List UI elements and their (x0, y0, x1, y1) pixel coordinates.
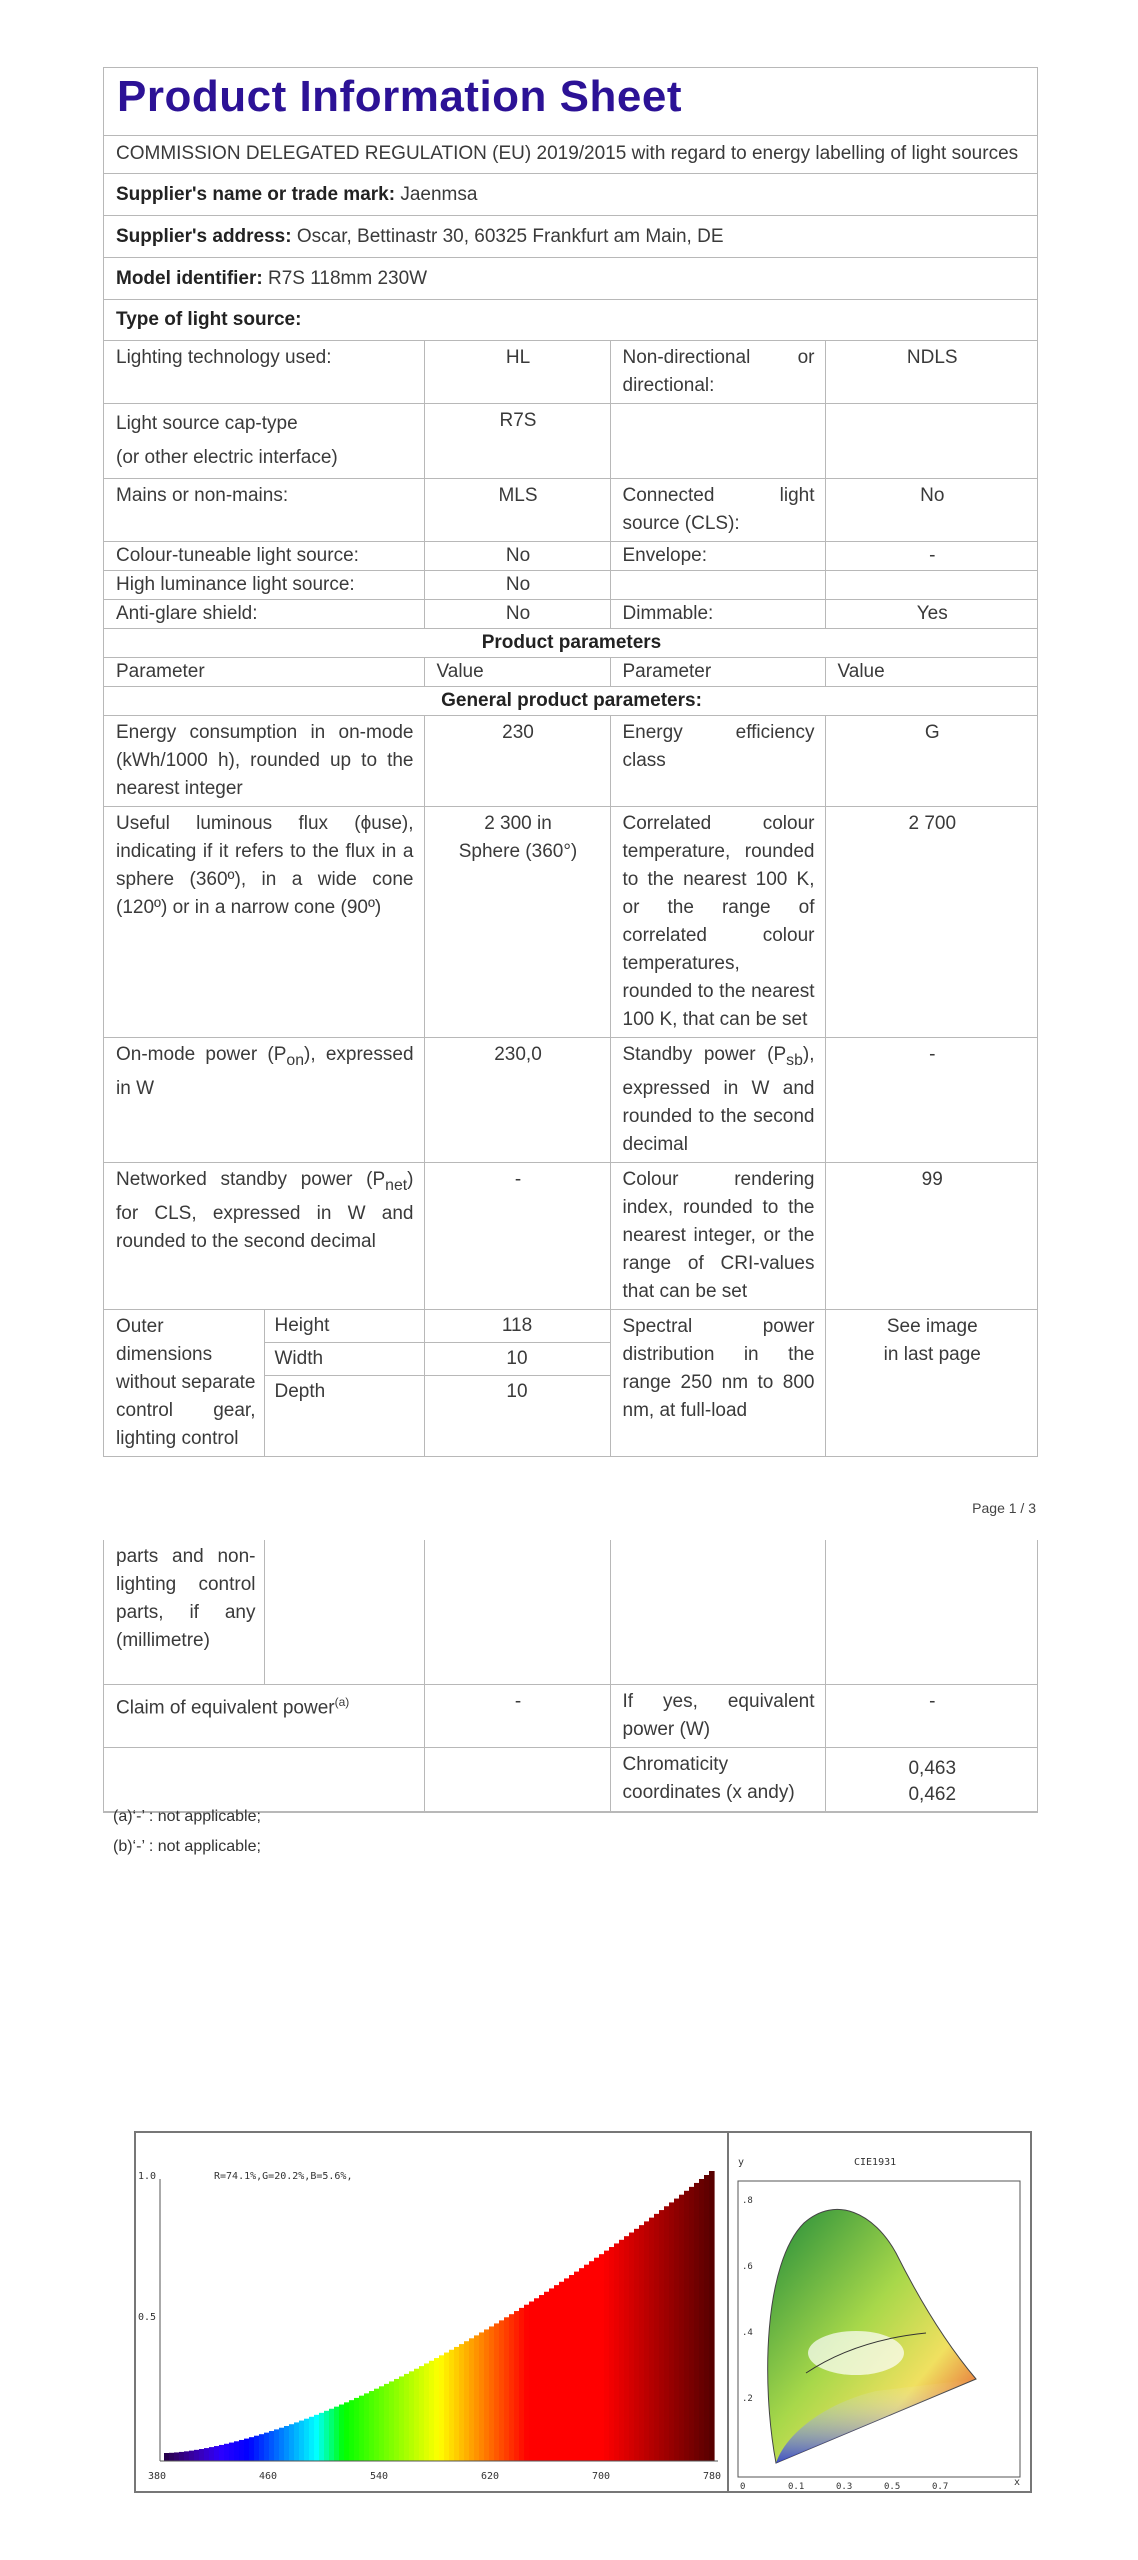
envelope-value: - (825, 542, 1037, 571)
spectrum-bar (629, 2233, 635, 2461)
spectrum-bar (209, 2447, 215, 2461)
x-tick-label: 380 (148, 2471, 167, 2482)
spectrum-bar (199, 2449, 205, 2461)
cie-x-tick: 0.1 (788, 2482, 805, 2491)
if-yes-equivalent-label: If yes, equivalent power (W) (610, 1685, 825, 1748)
energy-class-value: G (825, 716, 1037, 807)
spectrum-bar (344, 2402, 350, 2461)
spectrum-bar (704, 2175, 710, 2461)
spectrum-bar (604, 2251, 610, 2461)
spectrum-bar (184, 2451, 190, 2461)
dimensions-label: Outer dimensions without separate control gear, lighting control (104, 1310, 264, 1456)
spectrum-bar (374, 2389, 380, 2461)
spectrum-bar (234, 2441, 240, 2461)
cie-y-tick: .6 (742, 2262, 753, 2272)
spectrum-bar (689, 2187, 695, 2461)
table-row (104, 571, 1037, 600)
chromaticity-label: Chromaticity coordinates (x andy) (610, 1748, 825, 1812)
text-part: On-mode power (P (116, 1044, 287, 1065)
spectrum-bar (664, 2206, 670, 2461)
type-table (104, 341, 1037, 1456)
high-luminance-label: High luminance light source: (104, 571, 424, 600)
cie-x-label: x (1014, 2477, 1021, 2488)
table-row (104, 716, 1037, 807)
spectrum-bar (419, 2366, 425, 2461)
spectrum-bar (399, 2376, 405, 2461)
subscript: on (286, 1051, 305, 1069)
spectrum-bar (439, 2355, 445, 2461)
dimmable-label: Dimmable: (610, 600, 825, 629)
spectrum-bar (474, 2335, 480, 2461)
spectrum-bar (694, 2183, 700, 2461)
directional-label: Non-directional or directional: (610, 341, 825, 404)
envelope-label: Envelope: (610, 542, 825, 571)
spectrum-bar (634, 2229, 640, 2461)
subscript: net (385, 1176, 408, 1194)
spectrum-bar (574, 2272, 580, 2461)
table-row (104, 600, 1037, 629)
continued-grid (104, 1540, 1037, 1812)
spectrum-bar (624, 2236, 630, 2461)
text-part: Standby power (P (622, 1044, 787, 1065)
if-yes-equivalent-value: - (825, 1685, 1037, 1748)
model-row (104, 258, 1037, 300)
cie-y-label: y (738, 2157, 745, 2168)
anti-glare-value: No (424, 600, 610, 629)
dimmable-value: Yes (825, 600, 1037, 629)
spectrum-bar (519, 2308, 525, 2461)
spectrum-bar (219, 2445, 225, 2461)
empty-cell (825, 1540, 1037, 1685)
cie-y-tick: .2 (742, 2394, 753, 2404)
spectral-distribution-label: Spectral power distribution in the range 250 nm to 800 nm, at full-load (610, 1309, 825, 1456)
table-row (104, 479, 1037, 542)
spectrum-bar (279, 2428, 285, 2461)
empty-label (610, 404, 825, 479)
spectrum-bar (679, 2195, 685, 2461)
spectrum-bar (319, 2413, 325, 2461)
height-label: Height (264, 1310, 424, 1343)
table-row (104, 1309, 1037, 1456)
standby-power-label (610, 1038, 825, 1163)
empty-value (825, 404, 1037, 479)
spectrum-bar (364, 2393, 370, 2461)
empty-value (825, 571, 1037, 600)
spectrum-bar (289, 2424, 295, 2461)
spectrum-bar (499, 2320, 505, 2461)
spectrum-bar (494, 2323, 500, 2461)
spectrum-bar (464, 2341, 470, 2461)
cri-value: 99 (825, 1162, 1037, 1309)
spectrum-bar (644, 2221, 650, 2461)
model-label: Model identifier: (116, 268, 263, 289)
spectrum-bar (559, 2282, 565, 2461)
spectrum-bar (269, 2431, 275, 2461)
spectrum-bar (709, 2171, 715, 2461)
table-row (104, 542, 1037, 571)
supplier-address-value: Oscar, Bettinastr 30, 60325 Frankfurt am Main, DE (296, 226, 724, 247)
table-row (104, 687, 1037, 716)
spectrum-bar (284, 2426, 290, 2461)
chromaticity-y: 0,462 (908, 1784, 957, 1805)
luminous-flux-geometry: Sphere (360°) (458, 841, 578, 862)
superscript: (a) (334, 1695, 350, 1709)
spectrum-bar (699, 2179, 705, 2461)
empty-cell (610, 1540, 825, 1685)
spectrum-bar (409, 2371, 415, 2461)
spectrum-bar (649, 2218, 655, 2461)
dimensions-cell (104, 1309, 424, 1456)
luminous-flux-number: 2 300 in (484, 813, 552, 834)
spectrum-bar (384, 2384, 390, 2461)
page-title: Product Information Sheet (117, 72, 682, 121)
on-mode-power-value: 230,0 (424, 1038, 610, 1163)
spectrum-bar (314, 2415, 320, 2461)
width-label: Width (264, 1342, 424, 1375)
anti-glare-label: Anti-glare shield: (104, 600, 424, 629)
supplier-address-row (104, 216, 1037, 258)
spectrum-bar (299, 2421, 305, 2461)
y-tick-label: 0.5 (138, 2312, 157, 2323)
cap-type-cell (104, 404, 424, 479)
cri-label: Colour rendering index, rounded to the nearest integer, or the range of CRI-values that can be set (610, 1162, 825, 1309)
spectrum-bar (214, 2446, 220, 2461)
spectrum-bar (529, 2302, 535, 2461)
dimensions-values-cell (424, 1309, 610, 1456)
spectrum-bar (449, 2350, 455, 2461)
spectrum-bar (554, 2285, 560, 2461)
chromaticity-x: 0,463 (908, 1758, 957, 1779)
x-tick-label: 540 (370, 2471, 389, 2482)
spectrum-bar (479, 2332, 485, 2461)
x-tick-label: 780 (703, 2471, 722, 2482)
spectrum-bar (684, 2191, 690, 2461)
spectrum-bar (309, 2417, 315, 2461)
table-row (104, 1540, 1037, 1685)
spectrum-bar (429, 2361, 435, 2461)
type-heading: Type of light source: (116, 309, 302, 330)
cie-x-tick: 0.7 (932, 2482, 949, 2491)
networked-standby-label (104, 1162, 424, 1309)
last-page-text: in last page (883, 1343, 981, 1365)
spectrum-bar (469, 2338, 475, 2461)
spectrum-bar (674, 2199, 680, 2461)
energy-class-label: Energy efficiency class (610, 716, 825, 807)
networked-standby-value: - (424, 1162, 610, 1309)
column-header-value: Value (825, 658, 1037, 687)
see-image-text: See image (886, 1315, 978, 1337)
cie-x-tick: 0 (740, 2482, 746, 2491)
spectrum-bar (609, 2247, 615, 2461)
spectrum-bars (164, 2171, 715, 2461)
table-row (104, 1748, 1037, 1812)
text-part: ) for CLS, expressed in W and rounded to the second decimal (116, 1168, 414, 1252)
spectrum-bar (254, 2436, 260, 2461)
cct-label: Correlated colour temperature, rounded to the nearest 100 K, or the range of correlated colour temperatures, rounded to the nearest 100 K, that can be set (610, 807, 825, 1038)
standby-power-value: - (825, 1038, 1037, 1163)
spectrum-bar (394, 2379, 400, 2461)
luminous-flux-value (424, 807, 610, 1038)
spectrum-bar (639, 2225, 645, 2461)
spectrum-bar (169, 2453, 175, 2461)
cie-x-tick: 0.5 (884, 2482, 901, 2491)
lighting-technology-label: Lighting technology used: (104, 341, 424, 404)
table-row (104, 1038, 1037, 1163)
cie-y-tick: .8 (742, 2196, 753, 2206)
equivalent-power-value: - (424, 1685, 610, 1748)
spectrum-bar (414, 2369, 420, 2461)
spectrum-bar (669, 2202, 675, 2461)
cct-value: 2 700 (825, 807, 1037, 1038)
spectrum-bar (294, 2422, 300, 2461)
high-luminance-value: No (424, 571, 610, 600)
chromaticity-value (825, 1748, 1037, 1812)
spectrum-bar (619, 2240, 625, 2461)
spectrum-bar (264, 2433, 270, 2461)
empty-cell (424, 1748, 610, 1812)
table-row (104, 629, 1037, 658)
spectrum-image (134, 2131, 1032, 2493)
cie-x-tick: 0.3 (836, 2482, 853, 2491)
empty-cell (424, 1540, 610, 1685)
spectrum-bar (324, 2411, 330, 2461)
spectrum-bar (614, 2243, 620, 2461)
empty-cell (104, 1748, 424, 1812)
dimensions-label-continued: parts and non-lighting control parts, if any (millimetre) (104, 1540, 264, 1685)
spectrum-bar (334, 2407, 340, 2461)
colour-tuneable-value: No (424, 542, 610, 571)
spectrum-bar (379, 2386, 385, 2461)
spectral-distribution-value (825, 1309, 1037, 1456)
spectrum-bar (594, 2258, 600, 2461)
depth-label: Depth (274, 1380, 326, 1402)
general-parameters-heading: General product parameters: (104, 687, 1037, 716)
spectrum-bar (589, 2261, 595, 2461)
spectrum-bar (249, 2437, 255, 2461)
energy-consumption-label: Energy consumption in on-mode (kWh/1000 h), rounded up to the nearest integer (104, 716, 424, 807)
spectrum-annotation: R=74.1%,G=20.2%,B=5.6%, (214, 2171, 353, 2182)
x-tick-label: 620 (481, 2471, 500, 2482)
spectrum-bar (369, 2391, 375, 2461)
table-row (104, 404, 1037, 479)
subscript: sb (786, 1051, 803, 1069)
cls-label: Connected light source (CLS): (610, 479, 825, 542)
spectrum-bar (584, 2265, 590, 2461)
x-tick-label: 700 (592, 2471, 611, 2482)
mains-value: MLS (424, 479, 610, 542)
cap-type-label: Light source cap-type (116, 413, 298, 434)
spectrum-bar (564, 2278, 570, 2461)
supplier-name-label: Supplier's name or trade mark: (116, 184, 396, 205)
spectrum-bar (544, 2292, 550, 2461)
cap-type-sublabel: (or other electric interface) (116, 447, 338, 468)
product-parameters-heading: Product parameters (104, 629, 1037, 658)
spectrum-bar (349, 2400, 355, 2461)
footnote-a: (a)‘-’ : not applicable; (113, 1808, 261, 1825)
column-header-parameter: Parameter (610, 658, 825, 687)
lighting-technology-value: HL (424, 341, 610, 404)
depth-value: 10 (506, 1380, 528, 1402)
spectrum-bar (654, 2214, 660, 2461)
text-part: ), expressed in W and rounded to the second decimal (622, 1044, 815, 1155)
table-row (104, 658, 1037, 687)
spectrum-bar (354, 2398, 360, 2461)
on-mode-power-label (104, 1038, 424, 1163)
text-part: Networked standby power (P (116, 1168, 386, 1190)
table-row (104, 1685, 1037, 1748)
spectrum-bar (534, 2298, 540, 2461)
spectrum-bar (424, 2363, 430, 2461)
title-row (104, 68, 1037, 136)
equivalent-power-label (104, 1685, 424, 1748)
footnote-b: (b)‘-’ : not applicable; (113, 1838, 261, 1855)
spectrum-bar (404, 2374, 410, 2461)
spectrum-bar (224, 2444, 230, 2461)
directional-value: NDLS (825, 341, 1037, 404)
spectrum-bar (174, 2452, 180, 2461)
dimensions-subtable (104, 1310, 424, 1456)
page-number: Page 1 / 3 (972, 1500, 1036, 1516)
spectrum-bar (329, 2409, 335, 2461)
spectrum-bar (459, 2344, 465, 2461)
spectrum-bar (434, 2358, 440, 2461)
x-tick-labels (148, 2471, 721, 2482)
spectrum-bar (229, 2443, 235, 2461)
product-information-sheet (103, 67, 1038, 1457)
cap-type-value: R7S (424, 404, 610, 479)
spectrum-bar (204, 2448, 210, 2461)
spectrum-bar (274, 2429, 280, 2461)
spectrum-bar (194, 2450, 200, 2461)
cls-value: No (825, 479, 1037, 542)
spectrum-bar (569, 2275, 575, 2461)
spectrum-bar (444, 2353, 450, 2461)
spectrum-bar (359, 2396, 365, 2461)
x-tick-label: 460 (259, 2471, 278, 2482)
spectrum-bar (484, 2329, 490, 2461)
spectrum-bar (164, 2453, 170, 2461)
spectrum-bar (244, 2439, 250, 2461)
spectrum-bar (259, 2434, 265, 2461)
supplier-name-row (104, 174, 1037, 216)
spectrum-bar (179, 2452, 185, 2461)
spectrum-bar (524, 2305, 530, 2461)
energy-consumption-value: 230 (424, 716, 610, 807)
type-heading-row (104, 300, 1037, 341)
spectrum-bar (539, 2295, 545, 2461)
cie-y-tick: .4 (742, 2328, 753, 2338)
spectrum-bar (189, 2451, 195, 2461)
column-header-value: Value (424, 658, 610, 687)
spectrum-bar (514, 2311, 520, 2461)
spectrum-bar (504, 2317, 510, 2461)
supplier-address-label: Supplier's address: (116, 226, 292, 247)
regulation-text: COMMISSION DELEGATED REGULATION (EU) 2019/2015 with regard to energy labelling of light sources (104, 136, 1037, 174)
spectrum-bar (489, 2326, 495, 2461)
spectrum-bar (599, 2254, 605, 2461)
colour-tuneable-label: Colour-tuneable light source: (104, 542, 424, 571)
model-value: R7S 118mm 230W (268, 268, 428, 289)
spectrum-bar (389, 2381, 395, 2461)
height-value: 118 (425, 1310, 610, 1343)
spectrum-bar (549, 2288, 555, 2461)
column-header-parameter: Parameter (104, 658, 424, 687)
spectrum-bar (339, 2405, 345, 2461)
spectrum-bar (509, 2314, 515, 2461)
spectrum-bar (454, 2347, 460, 2461)
cie-white-point (808, 2331, 904, 2375)
spectrum-graphic (136, 2133, 1030, 2491)
spectrum-bar (579, 2268, 585, 2461)
spectrum-bar (239, 2440, 245, 2461)
width-value: 10 (425, 1343, 610, 1376)
table-row (104, 807, 1037, 1038)
cie-title: CIE1931 (854, 2157, 897, 2168)
mains-label: Mains or non-mains: (104, 479, 424, 542)
empty-label (610, 571, 825, 600)
table-row (104, 1310, 424, 1343)
spectrum-bar (304, 2419, 310, 2461)
text-part: ), expressed in W (116, 1044, 414, 1099)
y-tick-label: 1.0 (138, 2171, 157, 2182)
spectrum-bar (659, 2210, 665, 2461)
empty-cell (264, 1540, 424, 1685)
supplier-name-value: Jaenmsa (400, 184, 478, 205)
continued-table (103, 1540, 1038, 1813)
table-row (104, 341, 1037, 404)
luminous-flux-label: Useful luminous flux (ϕuse), indicating if it refers to the flux in a sphere (360º), in a wide cone (120º) or in a narrow cone (90º) (104, 807, 424, 1038)
text-part: Claim of equivalent power (116, 1697, 335, 1719)
table-row (104, 1162, 1037, 1309)
